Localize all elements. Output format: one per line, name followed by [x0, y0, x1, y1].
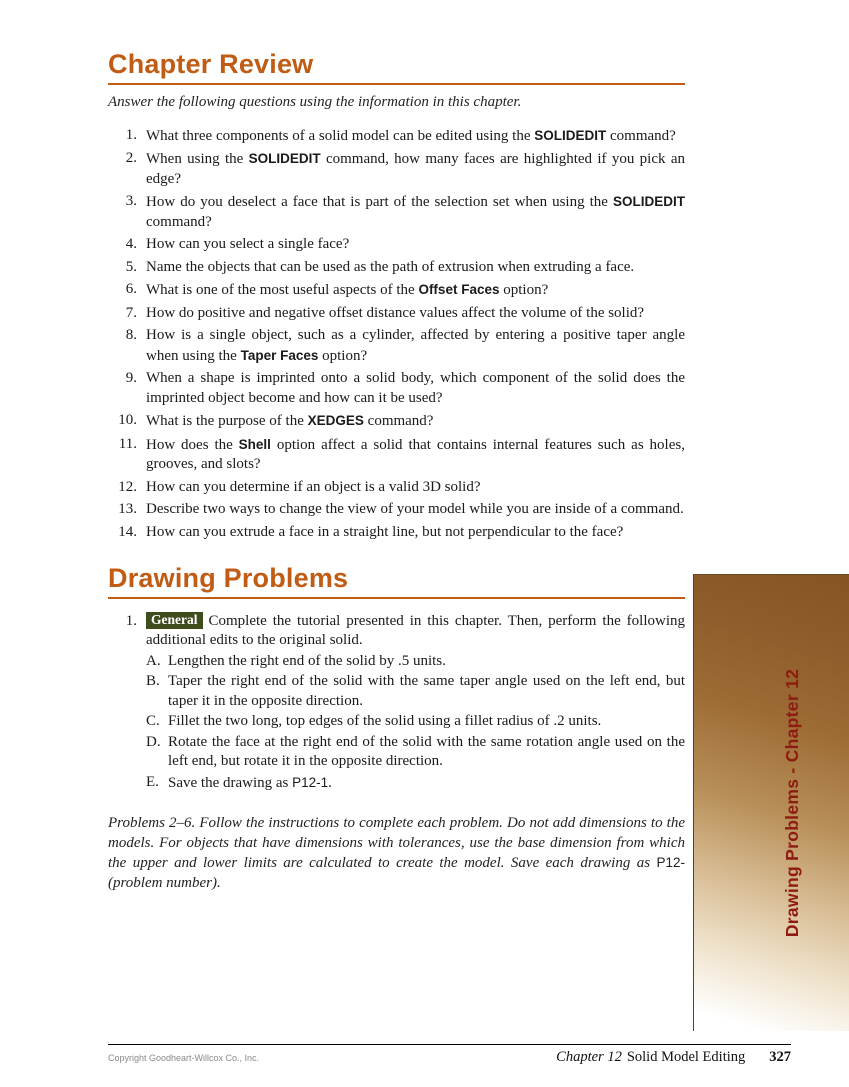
sub-item: [146, 773, 685, 794]
question-text: [146, 258, 685, 278]
question-number: 4.: [125, 236, 137, 253]
sub-item-text: [168, 652, 685, 672]
question-text: [146, 411, 685, 432]
sub-item-text: [168, 712, 685, 732]
question-item: [108, 280, 685, 301]
chapter-tab: [693, 574, 849, 1031]
text-segment: Problems 2–6. Follow the instructions to complete each problem. Do not add dimensions to the models. For objects that have dimensions with tolerances, use the base dimension from which the upper and lower limits are calculated to create the model. Save each drawing as: [108, 815, 685, 872]
question-number: 12.: [118, 478, 137, 495]
text-segment: SOLIDEDIT: [248, 151, 321, 167]
chapter-review-title: Chapter Review: [108, 49, 314, 79]
question-item: [108, 500, 685, 520]
question-text: [146, 304, 685, 324]
question-text: [146, 192, 685, 232]
copyright-text: Copyright Goodheart-Willcox Co., Inc.: [108, 1053, 260, 1063]
text-segment: command?: [363, 413, 434, 430]
text-segment: XEDGES: [307, 413, 364, 429]
question-number: 7.: [125, 304, 137, 321]
chapter-review-intro: Answer the following questions using the information in this chapter.: [108, 93, 522, 110]
sub-item-text: [168, 733, 685, 772]
question-number: 2.: [125, 150, 137, 167]
page-content: [108, 50, 685, 893]
question-number: 13.: [118, 501, 137, 518]
question-number: 8.: [125, 327, 137, 344]
sub-item-text: [168, 672, 685, 711]
text-segment: command?: [146, 213, 212, 230]
problem-intro: [146, 612, 685, 651]
question-item: [108, 126, 685, 147]
question-item: [108, 411, 685, 432]
text-segment: Fillet the two long, top edges of the solid using a fillet radius of .2 units.: [168, 713, 602, 730]
sub-item-letter: C.: [146, 713, 160, 730]
question-number: 6.: [125, 281, 137, 298]
question-text: [146, 523, 685, 543]
text-segment: Rotate the face at the right end of the solid with the same rotation angle used on the left end, but rotate it in the opposite direction.: [168, 733, 685, 770]
footer-chapter-title: Solid Model Editing: [626, 1049, 746, 1065]
question-text: [146, 126, 685, 147]
question-text: [146, 478, 685, 498]
question-text: [146, 500, 685, 520]
sub-item: [146, 652, 685, 672]
text-segment: (problem number).: [108, 874, 221, 891]
question-text: [146, 369, 685, 408]
text-segment: How do positive and negative offset distance values affect the volume of the solid?: [146, 304, 645, 321]
question-item: [108, 258, 685, 278]
drawing-problems-section: [108, 564, 685, 893]
sub-item-letter: D.: [146, 733, 161, 750]
page-number: 327: [769, 1049, 791, 1065]
problem-item: [108, 612, 685, 795]
question-item: [108, 192, 685, 232]
text-segment: Describe two ways to change the view of your model while you are inside of a command.: [146, 501, 684, 518]
question-number: 9.: [125, 370, 137, 387]
text-segment: P12-: [656, 855, 685, 871]
question-number: 11.: [118, 435, 137, 452]
question-text: [146, 326, 685, 366]
text-segment: What is one of the most useful aspects of the: [146, 282, 419, 299]
problem-number: 1.: [125, 612, 137, 629]
question-item: [108, 478, 685, 498]
text-segment: option affect a solid that contains internal features such as holes, grooves, and slots?: [146, 436, 685, 473]
text-segment: How do you deselect a face that is part of the selection set when using the: [146, 194, 613, 211]
text-segment: Offset Faces: [418, 282, 500, 298]
text-segment: Save the drawing as: [168, 774, 293, 791]
question-item: [108, 149, 685, 189]
text-segment: option?: [318, 347, 368, 364]
text-segment: What three components of a solid model can be edited using the: [146, 127, 535, 144]
text-segment: .: [328, 774, 332, 791]
question-text: [146, 235, 685, 255]
sub-item-letter: A.: [146, 652, 161, 669]
problem-body: [146, 612, 685, 795]
question-item: [108, 523, 685, 543]
text-segment: How can you determine if an object is a valid 3D solid?: [146, 478, 481, 495]
sub-item: [146, 672, 685, 711]
drawing-problems-title: Drawing Problems: [108, 563, 349, 594]
text-segment: When using the: [146, 151, 249, 168]
text-segment: P12-1: [292, 774, 329, 790]
question-number: 10.: [118, 412, 137, 429]
text-segment: Taper Faces: [240, 347, 319, 363]
text-segment: Complete the tutorial presented in this chapter. Then, perform the following additional edits to the original solid.: [146, 612, 685, 649]
problems-note: [108, 814, 685, 893]
text-segment: command, how many faces are highlighted if you pick an edge?: [146, 151, 685, 187]
text-segment: Lengthen the right end of the solid by .5 units.: [168, 652, 446, 669]
page-footer: [108, 1044, 791, 1066]
text-segment: SOLIDEDIT: [534, 127, 607, 143]
text-segment: Taper the right end of the solid with the same taper angle used on the left end, but taper it in the opposite direction.: [168, 673, 685, 709]
problem-sub-list: [146, 652, 685, 794]
text-segment: option?: [499, 282, 549, 299]
text-segment: command?: [606, 127, 676, 144]
question-number: 5.: [125, 258, 137, 275]
problem-intro-text: [146, 613, 685, 649]
sub-item-letter: E.: [146, 773, 159, 790]
text-segment: What is the purpose of the: [146, 413, 308, 430]
text-segment: SOLIDEDIT: [612, 194, 685, 210]
question-item: [108, 435, 685, 475]
question-item: [108, 304, 685, 324]
text-segment: How can you extrude a face in a straight line, but not perpendicular to the face?: [146, 523, 624, 540]
sub-item: [146, 733, 685, 772]
text-segment: Shell: [238, 436, 271, 452]
text-segment: How is a single object, such as a cylinder, affected by entering a positive taper angle when using the: [146, 327, 685, 364]
question-text: [146, 280, 685, 301]
text-segment: When a shape is imprinted onto a solid body, which component of the solid does the imprinted object become and how can it be used?: [146, 370, 685, 406]
question-text: [146, 435, 685, 475]
question-item: [108, 326, 685, 366]
question-number: 3.: [125, 193, 137, 210]
question-item: [108, 235, 685, 255]
sub-item-letter: B.: [146, 673, 160, 690]
footer-right: [556, 1049, 791, 1066]
question-number: 14.: [118, 523, 137, 540]
text-segment: How does the: [146, 436, 239, 453]
chapter-tab-label: Drawing Problems - Chapter 12: [782, 668, 802, 938]
text-segment: Name the objects that can be used as the path of extrusion when extruding a face.: [146, 258, 635, 275]
general-badge: General: [146, 612, 203, 629]
sub-item-text: [168, 773, 685, 794]
drawing-problems-rule: [108, 597, 685, 599]
question-number: 1.: [125, 126, 137, 143]
sub-item: [146, 712, 685, 732]
chapter-review-section: [108, 50, 685, 542]
text-segment: How can you select a single face?: [146, 236, 350, 253]
chapter-review-rule: [108, 83, 685, 85]
footer-chapter-label: Chapter 12: [556, 1049, 622, 1065]
question-text: [146, 149, 685, 189]
question-list: [108, 126, 685, 543]
question-item: [108, 369, 685, 408]
